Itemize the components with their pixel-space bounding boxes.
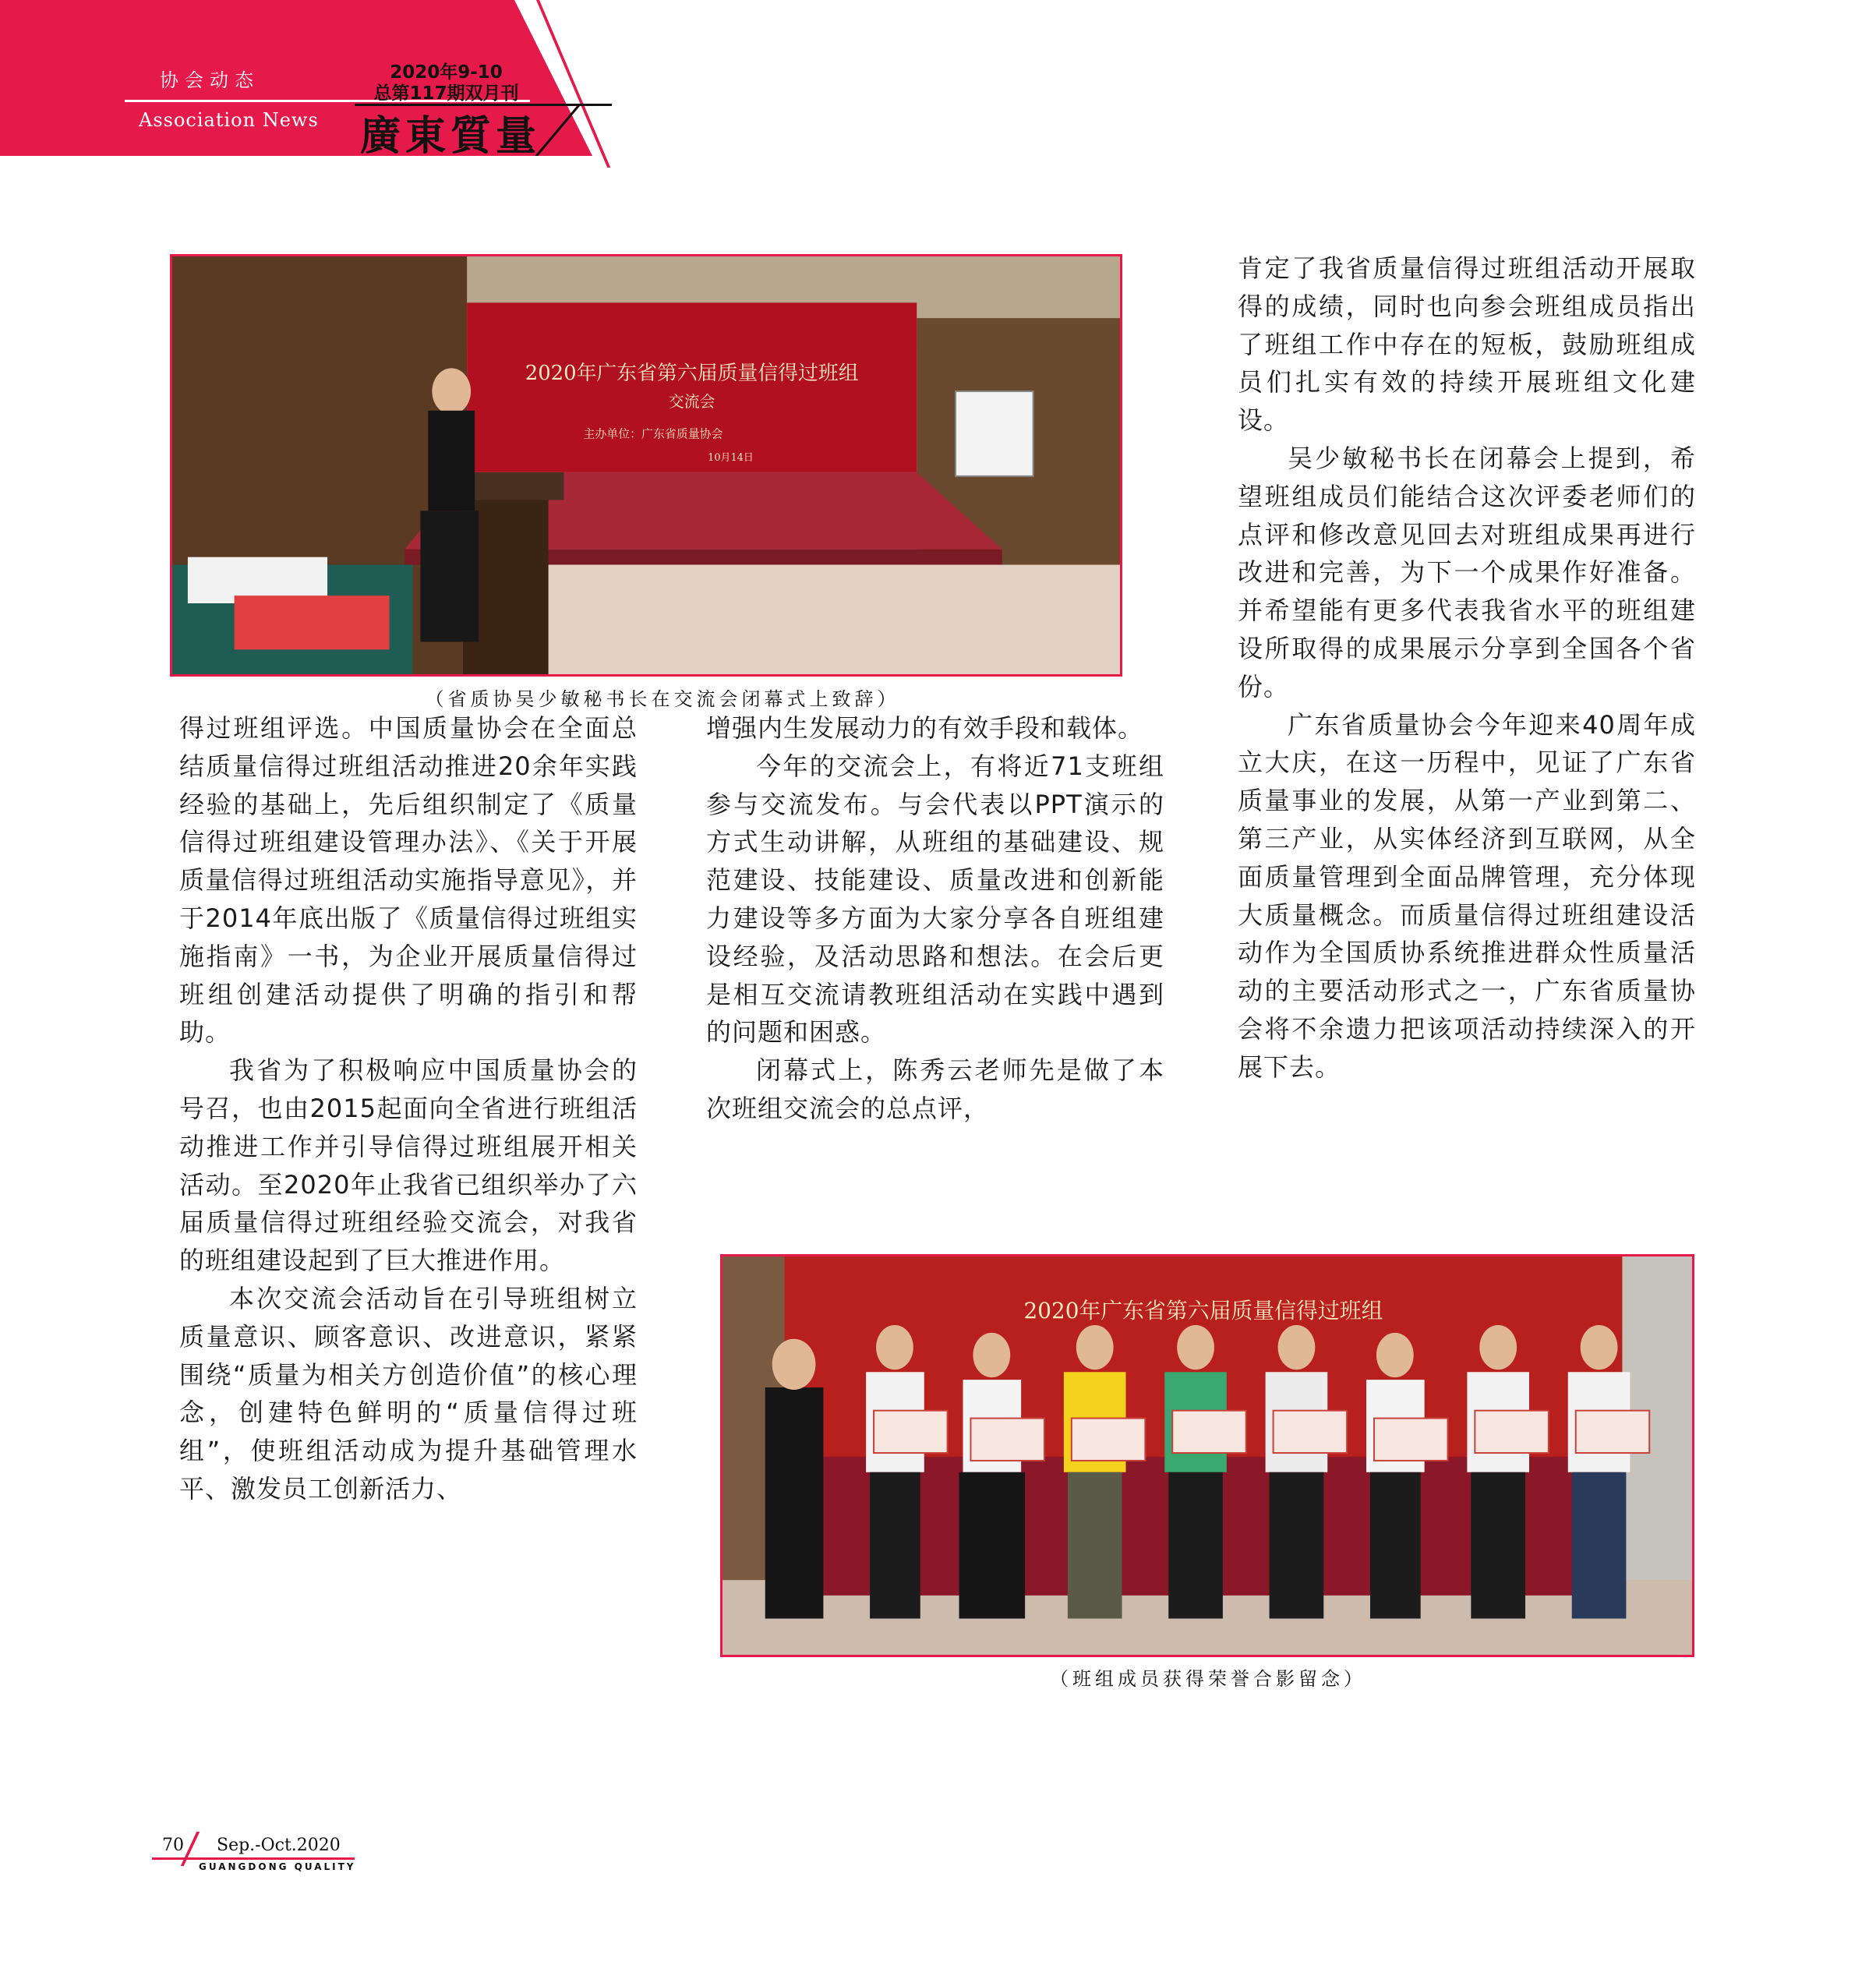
issue-info <box>355 62 538 104</box>
photo-speech-caption: （省质协吴少敏秘书长在交流会闭幕式上致辞） <box>425 688 900 710</box>
middle-paragraph-2: 今年的交流会上，有将近71支班组参与交流发布。与会代表以PPT演示的方式生动讲解，从班组的基础建设、规范建设、技能建设、质量改进和创新能力建设等多方面为大家分享各自班组建设经验，及活动思路和想法。在会后更是相互交流请教班组活动在实践中遇到的问题和困惑。 <box>706 751 1164 1048</box>
group-screen-title: 2020年广东省第六届质量信得过班组 <box>1023 1298 1383 1324</box>
section-category-en: Association News <box>139 109 319 131</box>
screen-host: 主办单位：广东省质量协会 <box>583 426 723 441</box>
photo-group-caption: （班组成员获得荣誉合影留念） <box>1050 1668 1366 1690</box>
column-right <box>1238 249 1696 1087</box>
footer-brand: GUANGDONG QUALITY <box>199 1861 356 1872</box>
right-paragraph-2: 吴少敏秘书长在闭幕会上提到，希望班组成员们能结合这次评委老师们的点评和修改意见回去对班组成果再进行改进和完善，为下一个成果作好准备。并希望能有更多代表我省水平的班组建设所取得的成果展示分享到全国各个省份。 <box>1238 443 1696 702</box>
footer-rule <box>152 1857 355 1860</box>
left-paragraph-2: 我省为了积极响应中国质量协会的号召，也由2015起面向全省进行班组活动推进工作并引导信得过班组展开相关活动。至2020年止我省已组织举办了六届质量信得过班组经验交流会，对我省的班组建设起到了巨大推进作用。 <box>179 1055 638 1276</box>
photo-speech <box>170 254 1122 677</box>
photo-group <box>720 1254 1694 1657</box>
section-category: 协会动态 <box>160 69 260 91</box>
left-paragraph-1: 得过班组评选。中国质量协会在全面总结质量信得过班组活动推进20余年实践经验的基础上，先后组织制定了《质量信得过班组建设管理办法》、《关于开展质量信得过班组活动实施指导意见》，并于2014年底出版了《质量信得过班组实施指南》一书，为企业开展质量信得过班组创建活动提供了明确的指引和帮助。 <box>179 713 638 1048</box>
middle-paragraph-1: 增强内生发展动力的有效手段和载体。 <box>706 713 1144 743</box>
issue-number: 总第117期双月刊 <box>373 83 519 104</box>
column-left <box>179 709 638 1508</box>
screen-date: 10月14日 <box>708 452 754 465</box>
screen-title: 2020年广东省第六届质量信得过班组 <box>525 362 859 386</box>
screen-subtitle: 交流会 <box>668 392 715 411</box>
column-middle <box>706 709 1164 1128</box>
middle-paragraph-3: 闭幕式上，陈秀云老师先是做了本次班组交流会的总点评， <box>706 1055 1164 1123</box>
issue-date: 2020年9-10 <box>390 62 503 83</box>
magazine-brand: 廣東質量 <box>360 112 542 160</box>
right-paragraph-1: 肯定了我省质量信得过班组活动开展取得的成绩，同时也向参会班组成员指出了班组工作中存在的短板，鼓励班组成员们扎实有效的持续开展班组文化建设。 <box>1238 253 1696 436</box>
right-paragraph-3: 广东省质量协会今年迎来40周年成立大庆，在这一历程中，见证了广东省质量事业的发展，从第一产业到第二、第三产业，从实体经济到互联网，从全面质量管理到全面品牌管理，充分体现大质量概念。而质量信得过班组建设活动作为全国质协系统推进群众性质量活动的主要活动形式之一，广东省质量协会将不余遗力把该项活动持续深入的开展下去。 <box>1238 709 1696 1082</box>
page-number: 70 <box>162 1836 184 1855</box>
left-paragraph-3: 本次交流会活动旨在引导班组树立质量意识、顾客意识、改进意识，紧紧围绕“质量为相关方创造价值”的核心理念，创建特色鲜明的“质量信得过班组”，使班组活动成为提升基础管理水平、激发员工创新活力、 <box>179 1283 638 1504</box>
footer-issue-date: Sep.-Oct.2020 <box>217 1836 341 1855</box>
